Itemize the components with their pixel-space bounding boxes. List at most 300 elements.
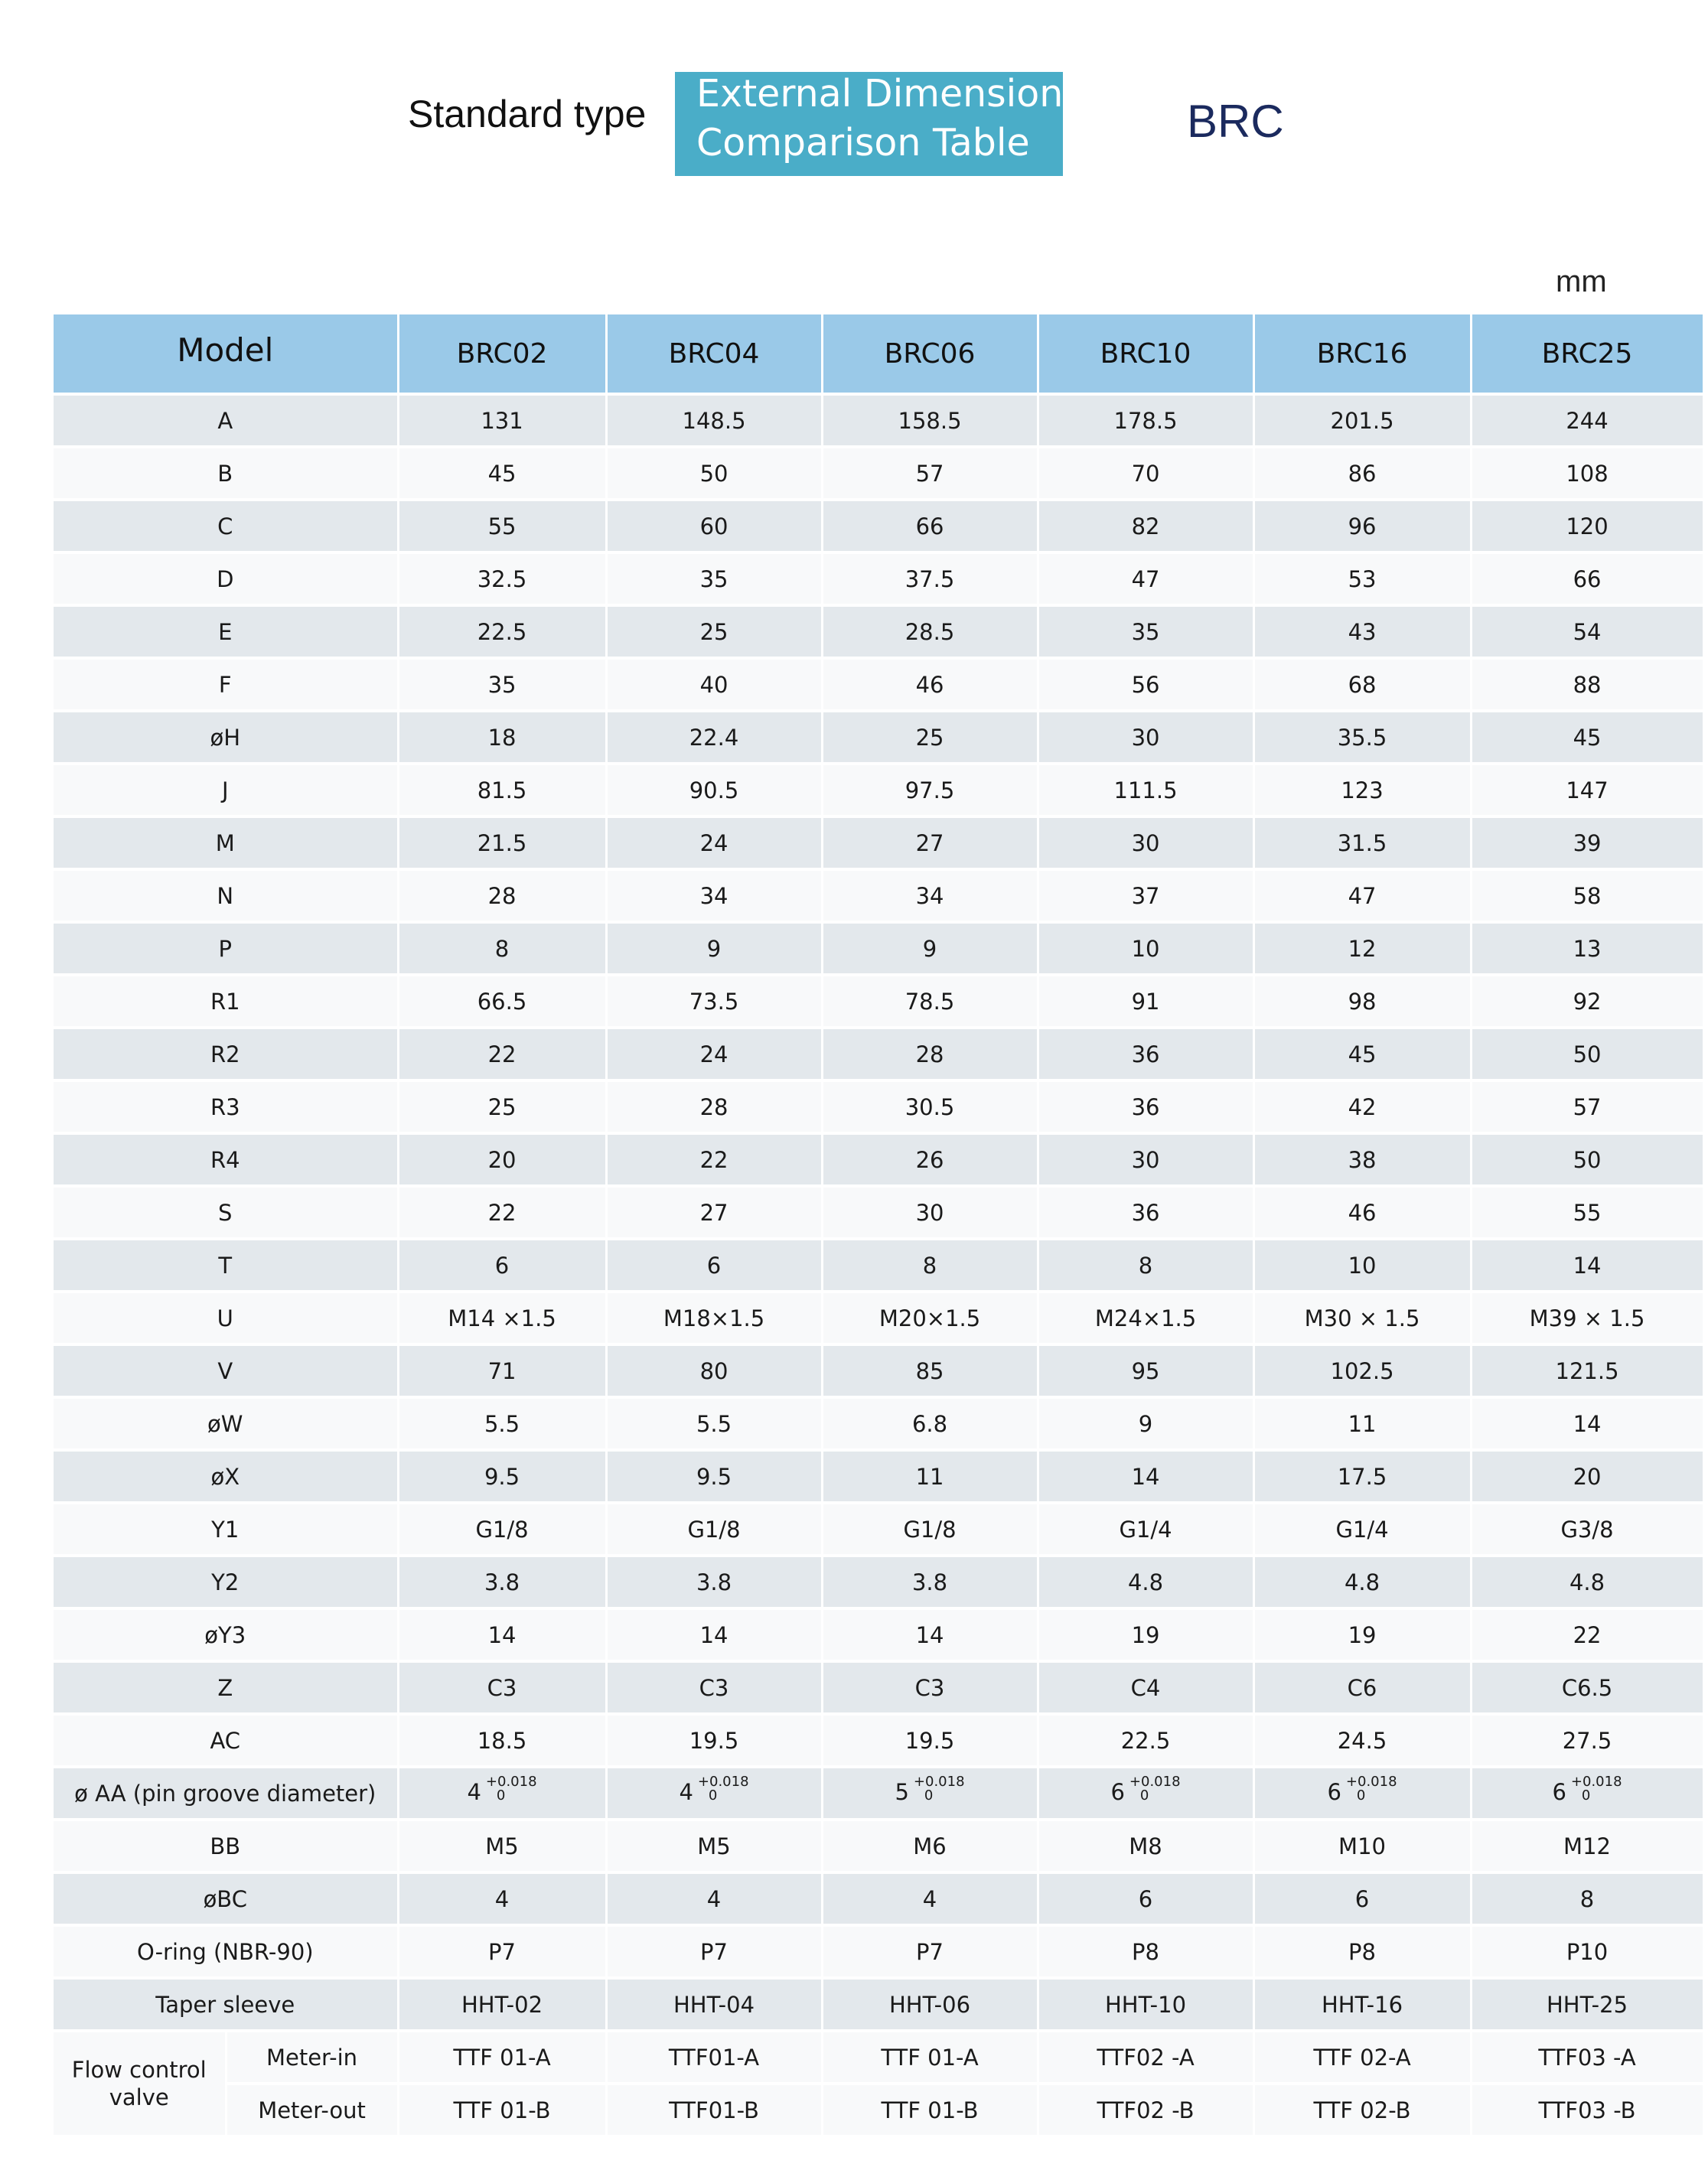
table-cell: 14 [822,1608,1038,1661]
table-cell: 244 [1471,394,1703,447]
table-cell: 22.4 [606,711,822,764]
table-cell: 46 [1253,1186,1471,1239]
row-label: øW [54,1397,398,1450]
table-cell: 5.5 [398,1397,606,1450]
table-cell: 3.8 [822,1556,1038,1608]
table-cell: C3 [822,1661,1038,1714]
table-cell: 13 [1471,922,1703,975]
table-cell: M12 [1471,1820,1703,1872]
table-cell: TTF02 -A [1038,2031,1253,2084]
table-cell: HHT-10 [1038,1978,1253,2031]
table-cell: 71 [398,1344,606,1397]
table-cell: M6 [822,1820,1038,1872]
flow-control-label: Flow control valve [54,2031,226,2136]
table-row [54,975,1703,1028]
tolerance [1129,1775,1181,1803]
table-row [54,1925,1703,1978]
meter-out-label: Meter-out [226,2084,398,2136]
table-cell: 158.5 [822,394,1038,447]
table-cell: 35 [398,658,606,711]
table-cell: 131 [398,394,606,447]
table-cell: 80 [606,1344,822,1397]
table-cell: 57 [822,447,1038,500]
table-cell: 18.5 [398,1714,606,1767]
table-cell: TTF 01-A [822,2031,1038,2084]
tolerance [486,1775,537,1803]
table-cell: 78.5 [822,975,1038,1028]
table-cell: 120 [1471,500,1703,552]
table-cell [606,1767,822,1820]
table-cell: M8 [1038,1820,1253,1872]
table-cell: 19 [1038,1608,1253,1661]
table-row [54,1450,1703,1503]
tolerance-upper: +0.018 [1570,1774,1622,1790]
row-label: J [54,764,398,816]
table-cell: 95 [1038,1344,1253,1397]
table-cell: 90.5 [606,764,822,816]
table-cell: 11 [1253,1397,1471,1450]
row-label: øY3 [54,1608,398,1661]
table-cell: TTF01-A [606,2031,822,2084]
table-cell: 36 [1038,1186,1253,1239]
row-label: U [54,1292,398,1344]
table-cell [398,1767,606,1820]
tolerance [1346,1775,1397,1803]
table-cell: 24.5 [1253,1714,1471,1767]
table-cell: 19 [1253,1608,1471,1661]
row-label: øH [54,711,398,764]
table-row [54,500,1703,552]
table-cell: 19.5 [606,1714,822,1767]
page-header [0,0,1708,199]
row-label: E [54,605,398,658]
table-cell: 60 [606,500,822,552]
table-cell: 54 [1471,605,1703,658]
table-cell: 36 [1038,1080,1253,1133]
table-row [54,2084,1703,2136]
tolerance-lower: 0 [1356,1787,1366,1804]
table-cell: 66.5 [398,975,606,1028]
table-cell: 111.5 [1038,764,1253,816]
table-cell: 24 [606,1028,822,1080]
table-cell: 14 [1038,1450,1253,1503]
model-col-header: BRC16 [1253,314,1471,394]
table-cell: G1/8 [606,1503,822,1556]
table-cell: 31.5 [1253,816,1471,869]
table-cell: HHT-06 [822,1978,1038,2031]
title-banner [675,72,1083,176]
table-cell: 28.5 [822,605,1038,658]
table-cell: 28 [398,869,606,922]
table-cell: 22 [1471,1608,1703,1661]
table-cell: 36 [1038,1028,1253,1080]
table-cell: P8 [1253,1925,1471,1978]
tolerance-lower: 0 [496,1787,506,1804]
row-label: Z [54,1661,398,1714]
tolerance-lower: 0 [924,1787,934,1804]
model-col-header: BRC04 [606,314,822,394]
table-cell: 96 [1253,500,1471,552]
table-cell: 22.5 [398,605,606,658]
table-cell: P7 [398,1925,606,1978]
table-cell: 201.5 [1253,394,1471,447]
table-cell: 50 [1471,1028,1703,1080]
table-cell: 6 [1253,1872,1471,1925]
row-label: øX [54,1450,398,1503]
row-label: ø AA (pin groove diameter) [54,1767,398,1820]
table-cell: 30.5 [822,1080,1038,1133]
table-cell [1038,1767,1253,1820]
table-cell: 28 [822,1028,1038,1080]
table-row [54,1186,1703,1239]
row-label: Taper sleeve [54,1978,398,2031]
table-cell: 25 [822,711,1038,764]
table-cell: 88 [1471,658,1703,711]
table-cell: C6.5 [1471,1661,1703,1714]
table-cell: 43 [1253,605,1471,658]
model-col-header: BRC10 [1038,314,1253,394]
table-cell: 58 [1471,869,1703,922]
table-cell: 73.5 [606,975,822,1028]
table-cell: 38 [1253,1133,1471,1186]
table-cell: 147 [1471,764,1703,816]
table-cell: 14 [1471,1397,1703,1450]
table-cell: 28 [606,1080,822,1133]
aa-value: 4 [679,1779,693,1805]
table-cell: TTF03 -A [1471,2031,1703,2084]
tolerance-upper: +0.018 [1129,1774,1181,1790]
table-row [54,1344,1703,1397]
tolerance-lower: 0 [708,1787,718,1804]
table-cell: M18×1.5 [606,1292,822,1344]
table-cell: 9.5 [606,1450,822,1503]
unit-label: mm [1556,265,1607,298]
table-cell: 18 [398,711,606,764]
table-header-row [54,314,1703,394]
table-cell: 14 [606,1608,822,1661]
table-cell: 10 [1038,922,1253,975]
table-row [54,394,1703,447]
table-cell: 12 [1253,922,1471,975]
table-cell: 123 [1253,764,1471,816]
row-label: O-ring (NBR-90) [54,1925,398,1978]
table-row [54,711,1703,764]
table-cell: 68 [1253,658,1471,711]
aa-value: 6 [1110,1779,1125,1805]
table-cell: 30 [822,1186,1038,1239]
table-cell: P7 [822,1925,1038,1978]
title-line-2: Comparison Table [696,121,1030,165]
row-label: T [54,1239,398,1292]
aa-value: 4 [467,1779,481,1805]
table-row [54,1503,1703,1556]
table-row [54,869,1703,922]
table-cell: C4 [1038,1661,1253,1714]
table-cell: 34 [822,869,1038,922]
table-cell: 9 [822,922,1038,975]
table-cell: 3.8 [606,1556,822,1608]
table-cell: TTF02 -B [1038,2084,1253,2136]
table-cell: 46 [822,658,1038,711]
row-label: R1 [54,975,398,1028]
table-cell: 42 [1253,1080,1471,1133]
table-cell: M5 [398,1820,606,1872]
table-cell [822,1767,1038,1820]
table-row [54,1661,1703,1714]
table-cell: 40 [606,658,822,711]
table-cell: 11 [822,1450,1038,1503]
table-cell: 53 [1253,552,1471,605]
table-cell: 6 [398,1239,606,1292]
table-cell: 25 [606,605,822,658]
table-cell: 20 [398,1133,606,1186]
table-cell: 26 [822,1133,1038,1186]
table-cell: 9 [1038,1397,1253,1450]
table-cell: HHT-16 [1253,1978,1471,2031]
table-cell: 4 [398,1872,606,1925]
row-label: Y1 [54,1503,398,1556]
row-label: BB [54,1820,398,1872]
table-cell: 21.5 [398,816,606,869]
table-cell: M5 [606,1820,822,1872]
table-cell: TTF 02-A [1253,2031,1471,2084]
table-row [54,1239,1703,1292]
table-row [54,764,1703,816]
row-label: P [54,922,398,975]
table-row [54,1820,1703,1872]
table-cell: 97.5 [822,764,1038,816]
standard-type-label: Standard type [408,93,647,135]
table-cell: C6 [1253,1661,1471,1714]
table-cell: 82 [1038,500,1253,552]
aa-value: 6 [1327,1779,1341,1805]
table-cell: M24×1.5 [1038,1292,1253,1344]
table-cell: 81.5 [398,764,606,816]
model-col-header: BRC06 [822,314,1038,394]
table-cell: 45 [398,447,606,500]
table-row [54,1556,1703,1608]
aa-value: 5 [895,1779,909,1805]
table-cell: G1/8 [398,1503,606,1556]
table-cell: M20×1.5 [822,1292,1038,1344]
table-cell: 20 [1471,1450,1703,1503]
table-cell: 4 [606,1872,822,1925]
table-cell: 98 [1253,975,1471,1028]
tolerance [698,1775,749,1803]
table-cell: 178.5 [1038,394,1253,447]
tolerance-upper: +0.018 [1345,1774,1397,1790]
table-cell: G1/4 [1253,1503,1471,1556]
table-cell: 47 [1038,552,1253,605]
model-col-header: BRC02 [398,314,606,394]
table-cell: 37.5 [822,552,1038,605]
table-row [54,658,1703,711]
table-cell: HHT-02 [398,1978,606,2031]
table-cell: 66 [822,500,1038,552]
series-name: BRC [1187,96,1284,147]
table-cell: 24 [606,816,822,869]
table-row [54,1292,1703,1344]
table-cell: 10 [1253,1239,1471,1292]
table-cell: 55 [398,500,606,552]
table-cell: 32.5 [398,552,606,605]
table-cell: G1/4 [1038,1503,1253,1556]
table-row [54,1872,1703,1925]
table-cell: 148.5 [606,394,822,447]
table-cell: C3 [606,1661,822,1714]
row-label: M [54,816,398,869]
table-cell: HHT-25 [1471,1978,1703,2031]
table-cell: TTF03 -B [1471,2084,1703,2136]
table-cell: G3/8 [1471,1503,1703,1556]
table-cell: 6.8 [822,1397,1038,1450]
table-cell: 30 [1038,711,1253,764]
tolerance [914,1775,965,1803]
table-cell: 121.5 [1471,1344,1703,1397]
table-cell: 9.5 [398,1450,606,1503]
meter-in-label: Meter-in [226,2031,398,2084]
row-label: B [54,447,398,500]
table-cell: 4 [822,1872,1038,1925]
table-row [54,1767,1703,1820]
table-cell: 19.5 [822,1714,1038,1767]
table-cell: 8 [1038,1239,1253,1292]
table-cell: 22 [398,1028,606,1080]
table-row [54,1397,1703,1450]
tolerance-lower: 0 [1139,1787,1149,1804]
table-cell: 8 [822,1239,1038,1292]
table-cell: C3 [398,1661,606,1714]
table-cell: 4.8 [1253,1556,1471,1608]
table-cell: 22 [606,1133,822,1186]
table-cell: 35 [606,552,822,605]
table-cell: M14 ×1.5 [398,1292,606,1344]
row-label: Y2 [54,1556,398,1608]
table-cell: 35.5 [1253,711,1471,764]
table-cell: 102.5 [1253,1344,1471,1397]
table-cell: 108 [1471,447,1703,500]
tolerance-upper: +0.018 [913,1774,965,1790]
table-cell: 50 [606,447,822,500]
table-row [54,1028,1703,1080]
table-cell: 47 [1253,869,1471,922]
table-cell: 27 [606,1186,822,1239]
tolerance-upper: +0.018 [485,1774,537,1790]
table-cell: 56 [1038,658,1253,711]
table-cell: 37 [1038,869,1253,922]
table-cell [1253,1767,1471,1820]
table-cell: TTF 02-B [1253,2084,1471,2136]
table-row [54,1714,1703,1767]
row-label: V [54,1344,398,1397]
table-cell: 27.5 [1471,1714,1703,1767]
table-cell: 70 [1038,447,1253,500]
table-row [54,605,1703,658]
row-label: C [54,500,398,552]
table-cell: 50 [1471,1133,1703,1186]
table-cell: TTF 01-B [822,2084,1038,2136]
table-cell: M30 × 1.5 [1253,1292,1471,1344]
table-cell: 55 [1471,1186,1703,1239]
table-cell: 35 [1038,605,1253,658]
table-cell: 45 [1471,711,1703,764]
row-label: R4 [54,1133,398,1186]
table-cell: TTF01-B [606,2084,822,2136]
table-cell: 14 [398,1608,606,1661]
table-cell: 30 [1038,816,1253,869]
table-cell: 17.5 [1253,1450,1471,1503]
table-cell: 3.8 [398,1556,606,1608]
table-cell [1471,1767,1703,1820]
row-label: AC [54,1714,398,1767]
table-row [54,1978,1703,2031]
table-cell: 91 [1038,975,1253,1028]
table-cell: P7 [606,1925,822,1978]
table-row [54,2031,1703,2084]
row-label: R3 [54,1080,398,1133]
table-cell: HHT-04 [606,1978,822,2031]
table-cell: 8 [398,922,606,975]
table-cell: TTF 01-A [398,2031,606,2084]
tolerance-upper: +0.018 [697,1774,749,1790]
aa-value: 6 [1552,1779,1566,1805]
table-row [54,1608,1703,1661]
table-cell: G1/8 [822,1503,1038,1556]
row-label: A [54,394,398,447]
table-cell: 45 [1253,1028,1471,1080]
table-row [54,1133,1703,1186]
row-label: D [54,552,398,605]
table-cell: TTF 01-B [398,2084,606,2136]
table-cell: 92 [1471,975,1703,1028]
table-cell: 4.8 [1038,1556,1253,1608]
table-cell: 30 [1038,1133,1253,1186]
table-cell: 14 [1471,1239,1703,1292]
table-cell: 86 [1253,447,1471,500]
row-label: S [54,1186,398,1239]
row-label: øBC [54,1872,398,1925]
table-row [54,552,1703,605]
table-cell: 9 [606,922,822,975]
table-cell: 66 [1471,552,1703,605]
table-cell: 25 [398,1080,606,1133]
row-label: F [54,658,398,711]
table-cell: 57 [1471,1080,1703,1133]
table-cell: 22.5 [1038,1714,1253,1767]
table-cell: 34 [606,869,822,922]
title-line-1: External Dimensions [696,72,1083,116]
row-label: N [54,869,398,922]
row-label: R2 [54,1028,398,1080]
table-cell: P8 [1038,1925,1253,1978]
table-cell: P10 [1471,1925,1703,1978]
table-cell: M10 [1253,1820,1471,1872]
table-cell: 6 [606,1239,822,1292]
table-cell: 8 [1471,1872,1703,1925]
table-cell: 4.8 [1471,1556,1703,1608]
tolerance-lower: 0 [1581,1787,1591,1804]
table-row [54,447,1703,500]
dimensions-table [54,314,1705,2138]
table-cell: 39 [1471,816,1703,869]
table-cell: 22 [398,1186,606,1239]
model-col-header: BRC25 [1471,314,1703,394]
model-header: Model [54,314,398,394]
table-row [54,922,1703,975]
table-row [54,1080,1703,1133]
table-row [54,816,1703,869]
table-cell: M39 × 1.5 [1471,1292,1703,1344]
